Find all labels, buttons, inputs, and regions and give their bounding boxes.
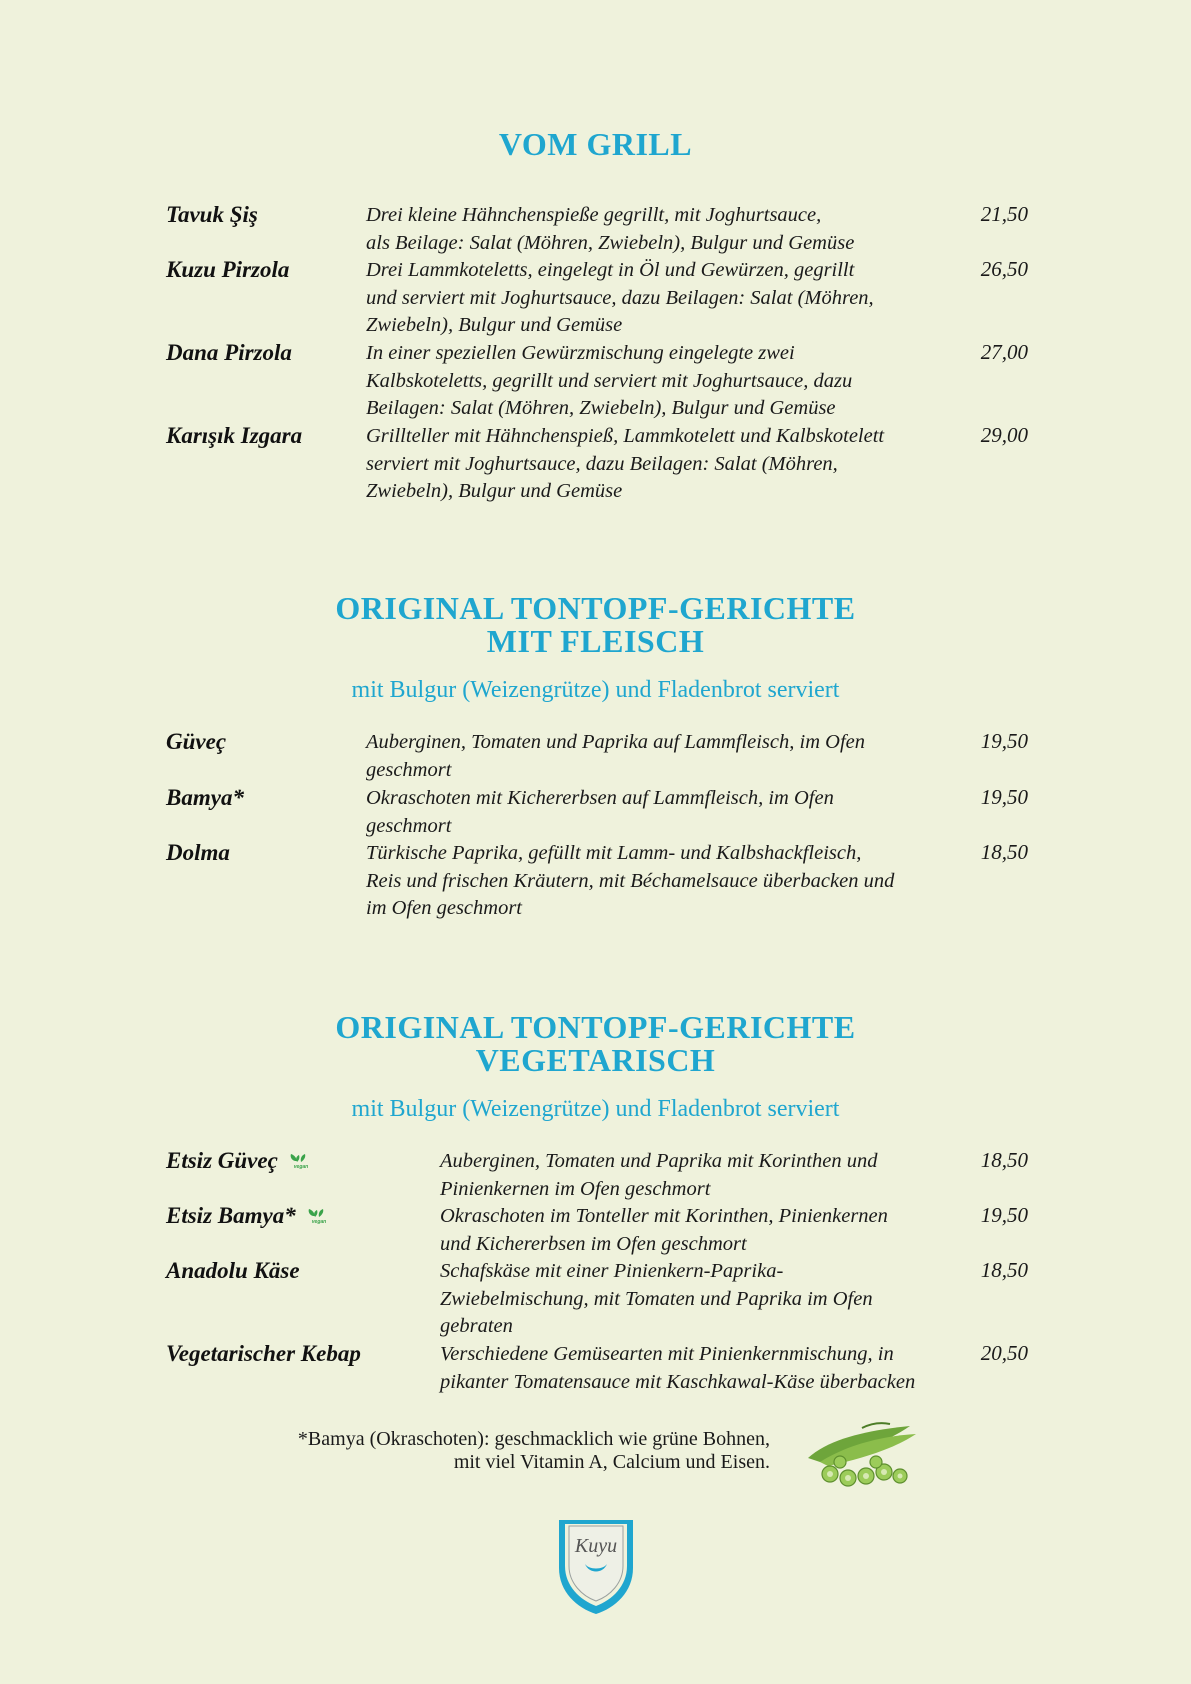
section-subtitle: mit Bulgur (Weizengrütze) und Fladenbrot serviert — [351, 1096, 840, 1122]
section-subtitle: mit Bulgur (Weizengrütze) und Fladenbrot serviert — [351, 677, 840, 703]
dish-name: Tavuk Şiş — [166, 202, 258, 227]
dish-name-text: Etsiz Güveç — [166, 1148, 278, 1173]
footnote-line2: mit viel Vitamin A, Calcium und Eisen. — [453, 1451, 770, 1473]
dish-price: 27,00 — [980, 340, 1028, 364]
dish-description: In einer speziellen Gewürzmischung eingelegte zwei Kalbskoteletts, gegrillt und serviert mit Joghurtsauce, dazu Beilagen: Salat (Möhren, Zwiebeln), Bulgur und Gemüse — [366, 342, 853, 420]
vegan-leaf-icon — [288, 1153, 314, 1169]
dish-name: Karışık Izgara — [166, 423, 303, 448]
dish-description: Grillteller mit Hähnchenspieß, Lammkotelett und Kalbskotelett serviert mit Joghurtsauce, dazu Beilagen: Salat (Möhren, Zwiebeln), Bulgur und Gemüse — [366, 425, 885, 503]
dish-price: 19,50 — [980, 729, 1028, 753]
dish-description: Türkische Paprika, gefüllt mit Lamm- und Kalbshackfleisch, Reis und frischen Kräutern, mit Béchamelsauce überbacken und im Ofen geschmort — [366, 842, 895, 920]
section-title: VOM GRILL — [498, 126, 693, 162]
dish-name: Dana Pirzola — [166, 340, 292, 365]
dish-name-text: Etsiz Bamya* — [166, 1203, 296, 1228]
dish-name — [166, 1148, 314, 1174]
dish-price: 29,00 — [980, 423, 1028, 447]
dish-name — [166, 1203, 332, 1229]
dish-name: Anadolu Käse — [166, 1258, 300, 1283]
dish-price: 18,50 — [980, 1148, 1028, 1172]
logo-text: Kuyu — [574, 1535, 618, 1557]
dish-description: Drei Lammkoteletts, eingelegt in Öl und Gewürzen, gegrillt und serviert mit Joghurtsauce, dazu Beilagen: Salat (Möhren, Zwiebeln), Bulgur und Gemüse — [366, 259, 874, 337]
dish-name: Vegetarischer Kebap — [166, 1341, 361, 1366]
vegan-badge-text: vegan — [311, 1218, 326, 1224]
okra-image — [800, 1418, 920, 1490]
section-title: ORIGINAL TONTOPF-GERICHTE — [335, 1009, 856, 1045]
dish-description: Auberginen, Tomaten und Paprika auf Lammfleisch, im Ofen geschmort — [366, 731, 865, 781]
section-title-line2: VEGETARISCH — [475, 1042, 716, 1078]
dish-price: 19,50 — [980, 1203, 1028, 1227]
dish-price: 18,50 — [980, 840, 1028, 864]
dish-name: Kuzu Pirzola — [166, 257, 290, 282]
dish-description: Auberginen, Tomaten und Paprika mit Korinthen und Pinienkernen im Ofen geschmort — [440, 1150, 878, 1200]
dish-price: 18,50 — [980, 1258, 1028, 1282]
dish-name: Dolma — [166, 840, 230, 865]
dish-description: Okraschoten mit Kichererbsen auf Lammfleisch, im Ofen geschmort — [366, 787, 834, 837]
vegan-badge-text: vegan — [293, 1163, 309, 1169]
footnote — [150, 1428, 770, 1474]
section-title: ORIGINAL TONTOPF-GERICHTE — [335, 590, 856, 626]
dish-price: 21,50 — [980, 202, 1028, 226]
dish-description: Drei kleine Hähnchenspieße gegrillt, mit Joghurtsauce, als Beilage: Salat (Möhren, Zwiebeln), Bulgur und Gemüse — [366, 204, 855, 254]
dish-name: Bamya* — [166, 785, 244, 810]
footnote-line1: *Bamya (Okraschoten): geschmacklich wie grüne Bohnen, — [297, 1428, 770, 1450]
dish-price: 19,50 — [980, 785, 1028, 809]
dish-price: 26,50 — [980, 257, 1028, 281]
dish-description: Schafskäse mit einer Pinienkern-Paprika- Zwiebelmischung, mit Tomaten und Paprika im Ofen gebraten — [440, 1260, 873, 1338]
section-title-line2: MIT FLEISCH — [486, 623, 705, 659]
dish-price: 20,50 — [980, 1341, 1028, 1365]
dish-name: Güveç — [166, 729, 227, 754]
dish-description: Okraschoten im Tonteller mit Korinthen, Pinienkernen und Kichererbsen im Ofen geschmort — [440, 1205, 888, 1255]
dish-description: Verschiedene Gemüsearten mit Pinienkernmischung, in pikanter Tomatensauce mit Kaschkawal-Käse überbacken — [440, 1343, 916, 1393]
kuyu-shield-logo — [555, 1514, 637, 1618]
vegan-leaf-icon — [306, 1208, 332, 1224]
